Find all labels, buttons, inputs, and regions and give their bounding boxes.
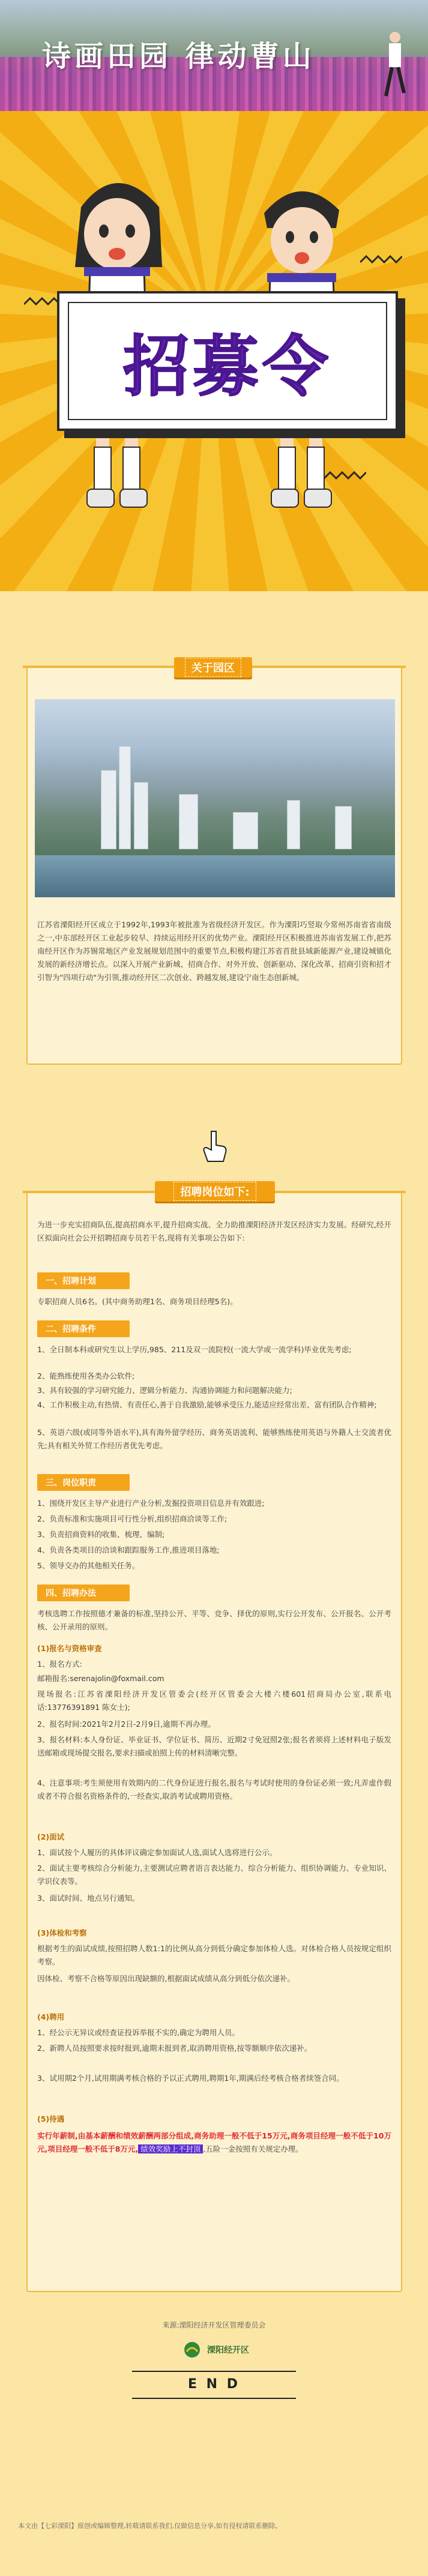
recruit-tag-label: 招聘岗位如下: xyxy=(173,1182,256,1201)
about-tag xyxy=(174,657,252,678)
requirement-line: 2、能熟练使用各类办公软件; xyxy=(37,1371,135,1380)
section-head-requirements: 二、招聘条件 xyxy=(37,1320,130,1337)
duty-line: 4、负责各类项目的洽谈和跟踪服务工作,推进项目落地; xyxy=(37,1545,220,1554)
end-mark: E N D xyxy=(187,2377,241,2392)
park-logo-icon xyxy=(183,2341,201,2359)
logo-text: 溧阳经开区 xyxy=(207,2346,249,2355)
step-line: 1、面试按个人履历的具体评议确定参加面试人选,面试人选将进行公示。 xyxy=(37,1848,277,1857)
salary-highlight: 实行年薪制,由基本薪酬和绩效薪酬两部分组成,商务助理一般不低于15万元,商务项目经理一般不低于10万元,项目经理一般不低于8万元, xyxy=(37,2131,391,2153)
step-line: 根据考生的面试成绩,按照招聘人数1:1的比例从高分到低分确定参加体检人选。对体检合格人员按规定组织考察。 xyxy=(37,1944,391,1966)
copyright-note: 本文由【七彩溧阳】原创或编辑整理,转载请联系我们,仅做信息分享,如有侵权请联系删除。 xyxy=(18,2522,282,2530)
step-title-hiring: (4)聘用 xyxy=(37,2012,65,2021)
step-line: 1、报名方式: xyxy=(37,1660,82,1669)
about-tag-label: 关于园区 xyxy=(185,658,241,677)
duty-line: 5、领导交办的其他相关任务。 xyxy=(37,1561,140,1570)
step-title-salary: (5)待遇 xyxy=(37,2114,65,2123)
step-line: 3、报名材料:本人身份证、毕业证书、学位证书、简历、近期2寸免冠照2张;报名者须将上述材料电子版发送邮箱或现场提交报名,要求扫描或拍照上传的材料清晰完整。 xyxy=(37,1735,391,1757)
step-line: 1、经公示无异议或经查证投诉举报不实的,确定为聘用人员。 xyxy=(37,2028,240,2037)
runner-icon xyxy=(380,30,410,102)
requirement-line: 5、英语六级(或同等外语水平),具有海外留学经历、商务英语流利、能够熟练使用英语与外籍人士交流者优先;具有相关外贸工作经历者优先考虑。 xyxy=(37,1428,391,1450)
requirement-line: 3、具有较强的学习研究能力、逻辑分析能力、沟通协调能力和问题解决能力; xyxy=(37,1386,292,1395)
pointing-hand-icon xyxy=(199,1128,229,1164)
step-line: 2、报名时间:2021年2月2日-2月9日,逾期不再办理。 xyxy=(37,1720,216,1729)
divider xyxy=(132,2371,296,2372)
step-title-checkup: (3)体检和考察 xyxy=(37,1928,87,1937)
recruit-intro: 为进一步充实招商队伍,提高招商水平,提升招商实战、全力助推溧阳经济开发区经济实力发展。经研究,经开区拟面向社会公开招聘招商专员若干名,现将有关事项公告如下: xyxy=(37,1220,391,1242)
top-banner xyxy=(0,0,428,111)
step-title-registration: (1)报名与资格审查 xyxy=(37,1644,102,1653)
requirement-line: 1、全日制本科或研究生以上学历,985、211及双一流院校(一流大学或一流学科)毕业优先考虑; xyxy=(37,1345,352,1354)
divider xyxy=(132,2398,296,2399)
recruit-tag xyxy=(155,1181,275,1202)
plan-line: 专职招商人员6名。(其中商务助理1名、商务项目经理5名)。 xyxy=(37,1297,238,1306)
step-title-interview: (2)面试 xyxy=(37,1832,65,1841)
salary-tail: ,五险一金按照有关规定办理。 xyxy=(203,2144,303,2153)
zigzag-decoration xyxy=(360,255,402,263)
duty-line: 1、围绕开发区主导产业进行产业分析,发掘投资项目信息并有效跟进; xyxy=(37,1499,265,1508)
about-paragraph: 江苏省溧阳经开区成立于1992年,1993年被批准为省级经济开发区。作为溧阳巧竖取今常州苏南省省南级之一,中东部经开区工业起步较早、持续运用经开区的优势产业。溧阳经开区积极推进苏南省发展工作,把苏南经开区作为苏锡常地区产业发展规划范围中的重要节点,积极构建江苏省首批县域新能源产业,建设城镇化发展的新经济增长点。以深入开展产业新城、招商合作、对外开放、创新驱动、深化改革、招商引资和招才引智为"四项行动"为引领,推动经开区二次创业、跨越发展,建设宁南生态创新城。 xyxy=(37,920,391,982)
duty-line: 3、负责招商资料的收集、梳理、编制; xyxy=(37,1530,165,1539)
section-head-method: 四、招聘办法 xyxy=(37,1584,130,1601)
step-line: 因体检、考察不合格等原因出现缺额的,根据面试成绩从高分到低分依次递补。 xyxy=(37,1974,295,1983)
park-aerial-photo xyxy=(35,699,395,897)
bonus-highlight: 绩效奖励上不封顶 xyxy=(138,2144,203,2153)
section-head-plan: 一、招聘计划 xyxy=(37,1272,130,1289)
step-line: 3、试用期2个月,试用期满考核合格的予以正式聘用,聘期1年,期满后经考核合格者续签合同。 xyxy=(37,2074,344,2083)
source-line: 来源:溧阳经济开发区管理委员会 xyxy=(162,2321,266,2329)
duty-line: 2、负责标准和实施项目可行性分析,组织招商洽谈等工作; xyxy=(37,1514,228,1523)
salary-paragraph xyxy=(37,2129,391,2156)
step-line: 邮箱报名:serenajolin@foxmail.com xyxy=(37,1674,164,1683)
recruitment-poster xyxy=(0,111,428,591)
banner-title: 诗画田园 律动曹山 xyxy=(42,40,315,73)
step-line: 3、面试时间、地点另行通知。 xyxy=(37,1894,140,1903)
step-line: 2、新聘人员按照要求按时报到,逾期未报到者,取消聘用资格,按等额顺序依次递补。 xyxy=(37,2044,312,2053)
requirement-line: 4、工作积极主动,有热情、有责任心,善于自我激励,能够承受压力,能适应经常出差、富有团队合作精神; xyxy=(37,1400,377,1409)
step-line: 4、注意事项:考生须使用有效期内的二代身份证进行报名,报名与考试时使用的身份证必须一致;凡弄虚作假或者不符合报名资格条件的,一经查实,取消考试或聘用资格。 xyxy=(37,1778,391,1801)
step-line: 2、面试主要考核综合分析能力,主要测试应聘者语言表达能力、综合分析能力、组织协调能力、专业知识、学识仪表等。 xyxy=(37,1864,391,1886)
poster-headline: 招募令 xyxy=(123,328,332,405)
section-head-duties: 三、岗位职责 xyxy=(37,1474,130,1491)
footer-logo xyxy=(126,2338,306,2362)
step-line: 现场报名:江苏省溧阳经济开发区管委会(经开区管委会大楼六楼601招商局办公室,联系电话:13776391891 陈女士); xyxy=(37,1690,391,1712)
method-line: 考核选聘工作按照德才兼备的标准,坚持公开、平等、竞争、择优的原则,实行公开发布、公开报名、公开考核、公开录用的原则。 xyxy=(37,1609,391,1631)
headline-card xyxy=(57,291,398,431)
